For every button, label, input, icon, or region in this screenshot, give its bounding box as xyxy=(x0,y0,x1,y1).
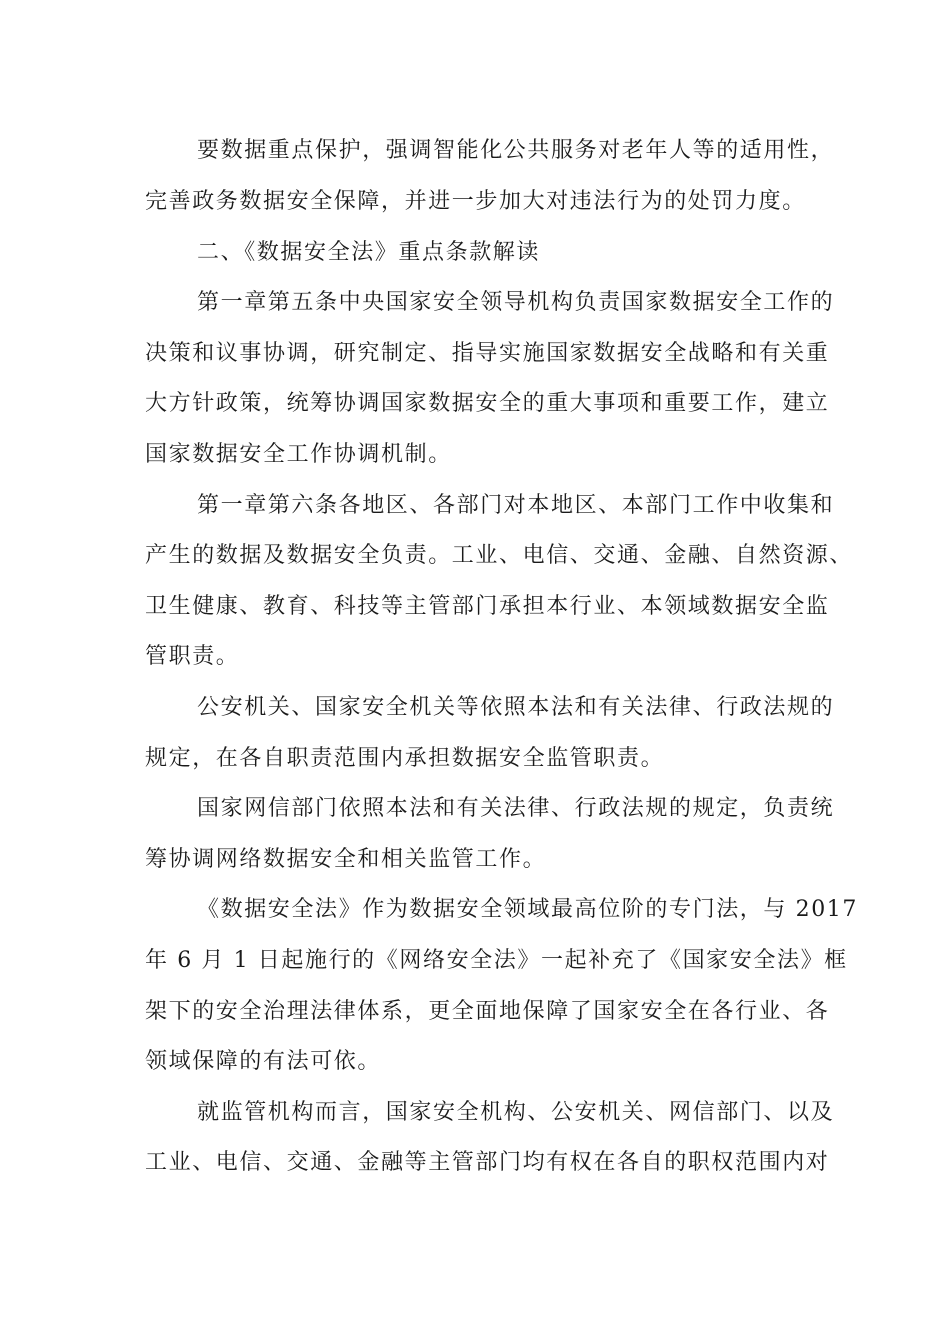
text-line: 管职责。 xyxy=(145,644,240,669)
text-line: 完善政务数据安全保障，并进一步加大对违法行为的处罚力度。 xyxy=(145,189,806,214)
text-line: 大方针政策，统筹协调国家数据安全的重大事项和重要工作，建立 xyxy=(145,391,830,416)
section-heading: 二、《数据安全法》重点条款解读 xyxy=(197,240,541,265)
text-line: 架下的安全治理法律体系，更全面地保障了国家安全在各行业、各 xyxy=(145,999,830,1024)
text-line: 要数据重点保护，强调智能化公共服务对老年人等的适用性， xyxy=(197,138,835,163)
text-line: 第一章第六条各地区、各部门对本地区、本部门工作中收集和 xyxy=(197,493,835,518)
text-line: 年 6 月 1 日起施行的《网络安全法》一起补充了《国家安全法》框 xyxy=(145,948,848,973)
text-line: 就监管机构而言，国家安全机构、公安机关、网信部门、以及 xyxy=(197,1100,835,1125)
text-line: 决策和议事协调，研究制定、指导实施国家数据安全战略和有关重 xyxy=(145,341,830,366)
text-line: 产生的数据及数据安全负责。工业、电信、交通、金融、自然资源、 xyxy=(145,543,854,568)
text-line: 《数据安全法》作为数据安全领域最高位阶的专门法，与 2017 xyxy=(197,897,858,922)
text-line: 第一章第五条中央国家安全领导机构负责国家数据安全工作的 xyxy=(197,290,835,315)
text-line: 公安机关、国家安全机关等依照本法和有关法律、行政法规的 xyxy=(197,695,835,720)
text-line: 规定，在各自职责范围内承担数据安全监管职责。 xyxy=(145,746,665,771)
text-line: 国家网信部门依照本法和有关法律、行政法规的规定，负责统 xyxy=(197,796,835,821)
text-line: 国家数据安全工作协调机制。 xyxy=(145,442,452,467)
text-line: 卫生健康、教育、科技等主管部门承担本行业、本领域数据安全监 xyxy=(145,594,830,619)
text-line: 工业、电信、交通、金融等主管部门均有权在各自的职权范围内对 xyxy=(145,1150,830,1175)
text-line: 领域保障的有法可依。 xyxy=(145,1049,382,1074)
text-line: 筹协调网络数据安全和相关监管工作。 xyxy=(145,847,547,872)
